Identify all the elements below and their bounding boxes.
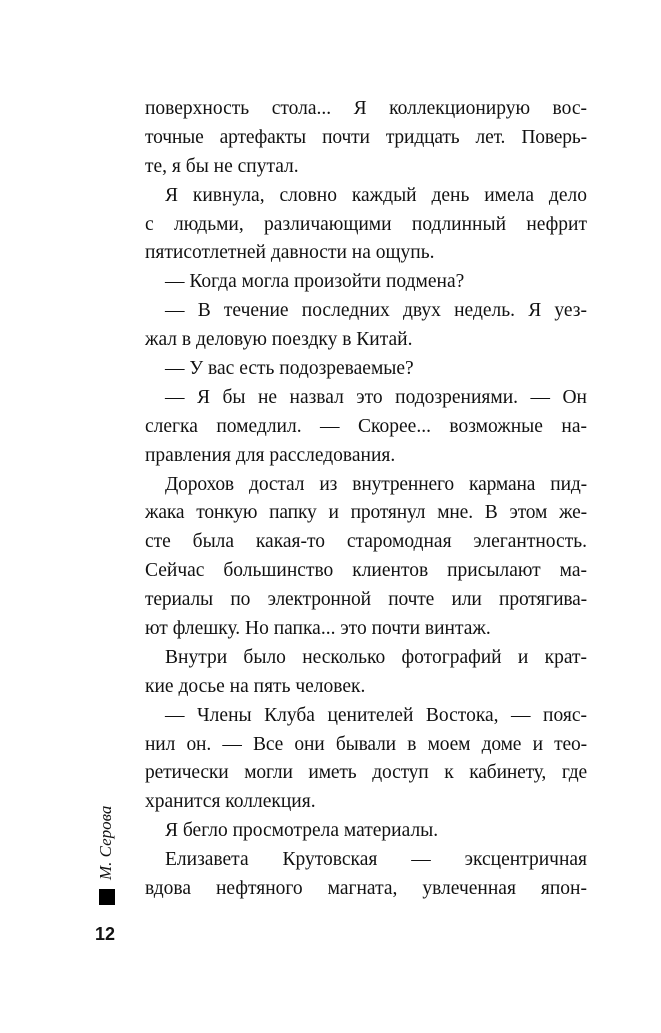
text-line: Дорохов достал из внутреннего кармана пид- bbox=[165, 473, 587, 495]
text-line: пятисотлетней давности на ощупь. bbox=[145, 242, 435, 264]
text-line: териалы по электронной почте или протягива- bbox=[145, 589, 587, 611]
text-line: Я кивнула, словно каждый день имела дело bbox=[165, 184, 587, 206]
text-line: Внутри было несколько фотографий и крат- bbox=[165, 646, 587, 668]
text-line: — Я бы не назвал это подозрениями. — Он bbox=[165, 386, 587, 408]
running-head-author: М. Серова bbox=[96, 805, 115, 880]
body-text bbox=[145, 95, 587, 904]
page-number: 12 bbox=[95, 924, 116, 944]
text-line: слегка помедлил. — Скорее... возможные на- bbox=[145, 415, 587, 437]
text-line: с людьми, различающими подлинный нефрит bbox=[145, 213, 587, 235]
text-line: жал в деловую поездку в Китай. bbox=[145, 329, 413, 351]
text-line: Елизавета Крутовская — эксцентричная bbox=[165, 849, 587, 871]
text-line: поверхность стола... Я коллекционирую вос- bbox=[145, 98, 587, 119]
text-line: Я бегло просмотрела материалы. bbox=[165, 820, 439, 842]
text-line: точные артефакты почти тридцать лет. Поверь- bbox=[145, 126, 587, 148]
text-line: хранится коллекция. bbox=[145, 791, 316, 813]
text-line: жака тонкую папку и протянул мне. В этом же- bbox=[145, 502, 587, 524]
text-line: те, я бы не спутал. bbox=[145, 155, 299, 177]
text-line: сте была какая-то старомодная элегантность. bbox=[145, 531, 587, 553]
page-marker-square bbox=[99, 889, 115, 905]
text-line: ретически могли иметь доступ к кабинету, где bbox=[145, 762, 587, 784]
text-line: — В течение последних двух недель. Я уез- bbox=[165, 300, 587, 322]
text-line: — Когда могла произойти подмена? bbox=[165, 271, 465, 293]
text-line: — У вас есть подозреваемые? bbox=[165, 358, 414, 380]
text-line: правления для расследования. bbox=[145, 444, 396, 466]
text-line: нил он. — Все они бывали в моем доме и тео- bbox=[145, 733, 587, 755]
text-line: вдова нефтяного магната, увлеченная япон- bbox=[145, 878, 587, 900]
text-line: ют флешку. Но папка... это почти винтаж. bbox=[145, 618, 491, 640]
text-line: — Члены Клуба ценителей Востока, — пояс- bbox=[165, 704, 587, 726]
text-line: кие досье на пять человек. bbox=[145, 675, 366, 697]
text-line: Сейчас большинство клиентов присылают ма- bbox=[145, 560, 587, 582]
